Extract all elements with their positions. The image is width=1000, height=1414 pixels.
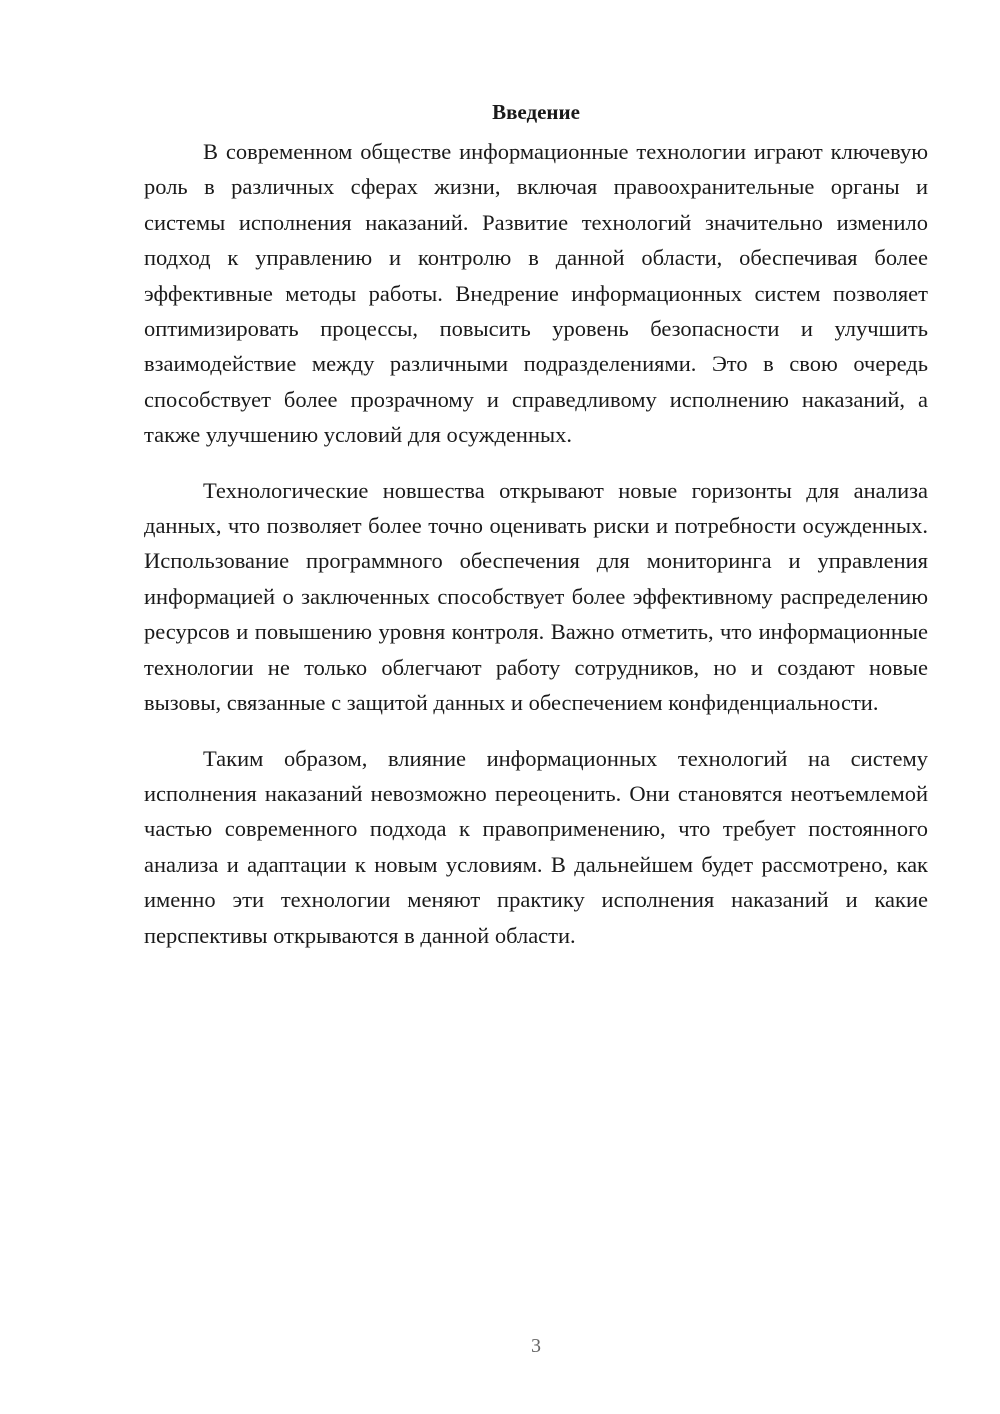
paragraph-2: Технологические новшества открывают новые горизонты для анализа данных, что позволяет более точно оценивать риски и потребности осужденных. Использование программного обеспечения для мониторинга и управления информацией о заключенных способствует более эффективному распределению ресурсов и повышению уровня контроля. Важно отметить, что информационные технологии не только облегчают работу сотрудников, но и создают новые вызовы, связанные с защитой данных и обеспечением конфиденциальности. [144,477,928,716]
page-content [144,98,928,973]
paragraph-3: Таким образом, влияние информационных технологий на систему исполнения наказаний невозможно переоценить. Они становятся неотъемлемой частью современного подхода к правоприменению, что требует постоянного анализа и адаптации к новым условиям. В дальнейшем будет рассмотрено, как именно эти технологии меняют практику исполнения наказаний и какие перспективы открываются в данной области. [144,745,928,948]
page-number: 3 [531,1335,541,1357]
section-heading: Введение [492,100,580,124]
paragraph-1: В современном обществе информационные технологии играют ключевую роль в различных сферах жизни, включая правоохранительные органы и системы исполнения наказаний. Развитие технологий значительно изменило подход к управлению и контролю в данной области, обеспечивая более эффективные методы работы. Внедрение информационных систем позволяет оптимизировать процессы, повысить уровень безопасности и улучшить взаимодействие между различными подразделениями. Это в свою очередь способствует более прозрачному и справедливому исполнению наказаний, а также улучшению условий для осужденных. [144,139,928,448]
